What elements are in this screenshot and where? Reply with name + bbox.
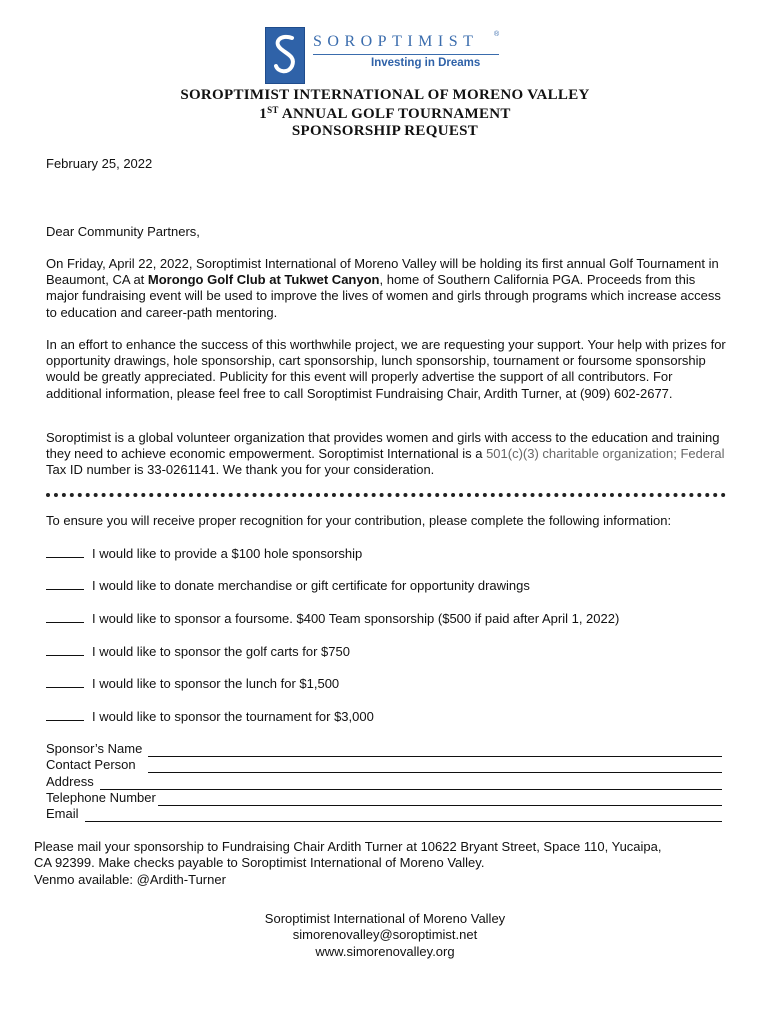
header-event-number: 1 — [259, 106, 268, 122]
tax-status-text: 501(c)(3) charitable organization; Federal — [486, 446, 725, 462]
dotted-divider — [46, 493, 726, 497]
field-label: Email — [46, 806, 79, 821]
sponsor-name-input-line[interactable] — [148, 744, 722, 757]
sponsorship-option-tournament — [46, 709, 374, 724]
letter-paragraph-1 — [46, 256, 730, 321]
option-label: I would like to provide a $100 hole sponsorship — [92, 546, 363, 561]
form-intro: To ensure you will receive proper recognition for your contribution, please complete the following information: — [46, 513, 672, 528]
field-label: Contact Person — [46, 757, 136, 772]
sponsor-name-field — [46, 741, 722, 757]
footer-email: simorenovalley@soroptimist.net — [292, 927, 478, 943]
logo-tagline: Investing in Dreams — [371, 57, 481, 69]
field-label: Address — [46, 774, 94, 789]
footer-org: Soroptimist International of Moreno Valley — [264, 911, 506, 926]
checkbox-blank-line[interactable] — [46, 676, 84, 688]
field-label: Sponsor’s Name — [46, 741, 143, 756]
venue-name: Morongo Golf Club at Tukwet Canyon — [147, 272, 380, 288]
sponsorship-option-merchandise — [46, 578, 530, 593]
option-label: I would like to sponsor the tournament for $3,000 — [92, 709, 374, 724]
option-label: I would like to sponsor a foursome. $400 Team sponsorship ($500 if paid after April 1, 2022) — [92, 611, 620, 626]
letter-greeting: Dear Community Partners, — [46, 224, 200, 239]
sponsorship-option-carts — [46, 644, 350, 659]
header-event-ordinal: ST — [267, 105, 279, 115]
letter-paragraph-2: In an effort to enhance the success of this worthwhile project, we are requesting your support. Your help with prizes for opportunity drawings, hole sponsorship, cart sponsorship, lunch sponsorship, tournament or foursome sponsorship would be greatly appreciated. Publicity for this event will properly advertise the support of all contributors. For additional information, please feel free to call Soroptimist Fundraising Chair, Ardith Turner, at (909) 602-2677. — [46, 337, 726, 401]
field-label: Telephone Number — [46, 790, 156, 805]
logo-registered-mark: ® — [494, 31, 500, 38]
checkbox-blank-line[interactable] — [46, 546, 84, 558]
header-org-title: SOROPTIMIST INTERNATIONAL OF MORENO VALLEY — [180, 87, 590, 103]
mailing-line-2: CA 92399. Make checks payable to Soroptimist International of Moreno Valley. — [34, 855, 485, 871]
soroptimist-emblem-icon — [265, 27, 305, 84]
para3-text-a: Soroptimist is a global volunteer organization that provides women and girls with access to the education and training they need to achieve economic empowerment. Soroptimist International is a — [46, 430, 720, 462]
header-request-title: SPONSORSHIP REQUEST — [291, 123, 479, 139]
logo-divider — [313, 54, 499, 55]
soroptimist-logo — [265, 27, 505, 83]
checkbox-blank-line[interactable] — [46, 578, 84, 590]
sponsorship-option-hole — [46, 546, 362, 561]
para1-text-a: On Friday, April 22, 2022, Soroptimist International of Moreno Valley will be holding its first annual Golf Tournament in Beaumont, CA at — [46, 256, 719, 288]
mailing-instructions — [34, 839, 734, 888]
checkbox-blank-line[interactable] — [46, 644, 84, 656]
email-field — [46, 806, 722, 822]
para1-text-b: , home of Southern California PGA. Proceeds from this major fundraising event will be used to improve the lives of women and girls through programs which increase access to education and career-path mentoring. — [46, 272, 721, 320]
checkbox-blank-line[interactable] — [46, 709, 84, 721]
header-event-name: ANNUAL GOLF TOURNAMENT — [278, 106, 511, 122]
option-label: I would like to donate merchandise or gift certificate for opportunity drawings — [92, 578, 530, 593]
checkbox-blank-line[interactable] — [46, 611, 84, 623]
logo-wordmark: SOROPTIMIST — [313, 33, 479, 50]
telephone-field — [46, 790, 722, 806]
option-label: I would like to sponsor the golf carts for $750 — [92, 644, 350, 659]
footer — [0, 911, 770, 960]
footer-website: www.simorenovalley.org — [315, 943, 455, 959]
contact-person-field — [46, 757, 722, 773]
sponsorship-option-lunch — [46, 676, 339, 691]
header-event-title — [0, 105, 770, 123]
email-input-line[interactable] — [85, 809, 722, 822]
option-label: I would like to sponsor the lunch for $1,500 — [92, 676, 340, 691]
mailing-line-1: Please mail your sponsorship to Fundraising Chair Ardith Turner at 10622 Bryant Street, Space 110, Yucaipa, — [34, 839, 662, 854]
venmo-line: Venmo available: @Ardith-Turner — [34, 871, 226, 887]
sponsorship-option-foursome — [46, 611, 619, 626]
address-field — [46, 774, 722, 790]
address-input-line[interactable] — [100, 777, 722, 790]
contact-person-input-line[interactable] — [148, 760, 722, 773]
para3-text-b: Tax ID number is 33-0261141. We thank you for your consideration. — [46, 462, 435, 478]
letter-paragraph-3 — [46, 430, 730, 479]
telephone-input-line[interactable] — [158, 793, 722, 806]
letter-date: February 25, 2022 — [46, 156, 153, 171]
